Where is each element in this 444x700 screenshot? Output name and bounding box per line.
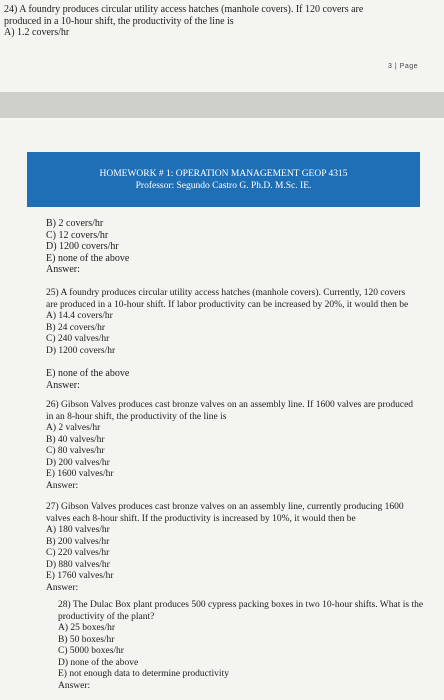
- question-27-option: A) 180 valves/hr: [46, 525, 110, 535]
- question-25-option: C) 240 valves/hr: [46, 334, 110, 344]
- question-27-option: E) 1760 valves/hr: [46, 571, 114, 581]
- question-28-option: B) 50 boxes/hr: [58, 634, 115, 645]
- question-26-line: in an 8-hour shift, the productivity of the line is: [46, 411, 227, 422]
- question-27-option: D) 880 valves/hr: [46, 559, 110, 570]
- question-27: [46, 502, 404, 594]
- question-25-option: B) 24 covers/hr: [46, 322, 106, 333]
- question-28-option: D) none of the above: [58, 657, 139, 668]
- question-26-option: A) 2 valves/hr: [46, 423, 101, 433]
- question-25-option: A) 14.4 covers/hr: [46, 311, 113, 321]
- question-28-option: C) 5000 boxes/hr: [58, 646, 124, 656]
- professor-name: Professor: Segundo Castro G. Ph.D. M.Sc. IE.: [135, 180, 312, 191]
- question-25-tail: [46, 368, 129, 391]
- question-26-option: E) 1600 valves/hr: [46, 469, 114, 479]
- question-26-answer: Answer:: [46, 480, 79, 491]
- question-24: [4, 4, 363, 39]
- question-25: [46, 288, 408, 357]
- question-25-option: E) none of the above: [46, 368, 130, 379]
- question-28-option: A) 25 boxes/hr: [58, 623, 115, 633]
- question-26-option: B) 40 valves/hr: [46, 434, 105, 445]
- question-28-line: productivity of the plant?: [58, 611, 155, 622]
- question-25-line: 25) A foundry produces circular utility access hatches (manhole covers). Currently, 120 covers: [46, 288, 406, 298]
- question-24-line: 24) A foundry produces circular utility access hatches (manhole covers). If 120 covers are: [4, 4, 364, 15]
- question-28: [58, 600, 423, 692]
- question-26-option: C) 80 valves/hr: [46, 446, 105, 456]
- question-26-line: 26) Gibson Valves produces cast bronze valves on an assembly line. If 1600 valves are produced: [46, 400, 414, 410]
- question-28-option: E) not enough data to determine productivity: [58, 669, 229, 679]
- question-27-option: B) 200 valves/hr: [46, 536, 110, 547]
- question-24-option: B) 2 covers/hr: [46, 218, 104, 229]
- question-24-answer: Answer:: [46, 264, 80, 275]
- page-break: [0, 92, 444, 118]
- question-27-answer: Answer:: [46, 582, 79, 593]
- question-27-line: 27) Gibson Valves produces cast bronze valves on an assembly line, currently producing 1600: [46, 502, 404, 512]
- question-28-answer: Answer:: [58, 680, 91, 691]
- question-24-line: produced in a 10-hour shift, the productivity of the line is: [4, 15, 234, 27]
- question-24-option: A) 1.2 covers/hr: [4, 27, 70, 38]
- question-25-line: are produced in a 10-hour shift. If labor productivity can be increased by 20%, it would then be: [46, 299, 409, 310]
- homework-title: HOMEWORK # 1: OPERATION MANAGEMENT GEOP 4315: [99, 168, 348, 179]
- question-27-line: valves each 8-hour shift. If the productivity is increased by 10%, it would then be: [46, 513, 356, 524]
- question-24-option: C) 12 covers/hr: [46, 229, 109, 241]
- question-28-line: 28) The Dulac Box plant produces 500 cypress packing boxes in two 10-hour shifts. What is the: [58, 600, 424, 610]
- question-24-options: [46, 218, 129, 276]
- question-25-option: D) 1200 covers/hr: [46, 345, 116, 356]
- homework-header-banner: [27, 152, 420, 207]
- question-26: [46, 400, 413, 492]
- question-27-option: C) 220 valves/hr: [46, 548, 110, 558]
- question-24-option: D) 1200 covers/hr: [46, 241, 119, 252]
- question-26-option: D) 200 valves/hr: [46, 457, 110, 468]
- question-24-option: E) none of the above: [46, 252, 130, 264]
- question-25-answer: Answer:: [46, 379, 80, 391]
- page-number: 3 | Page: [388, 63, 418, 70]
